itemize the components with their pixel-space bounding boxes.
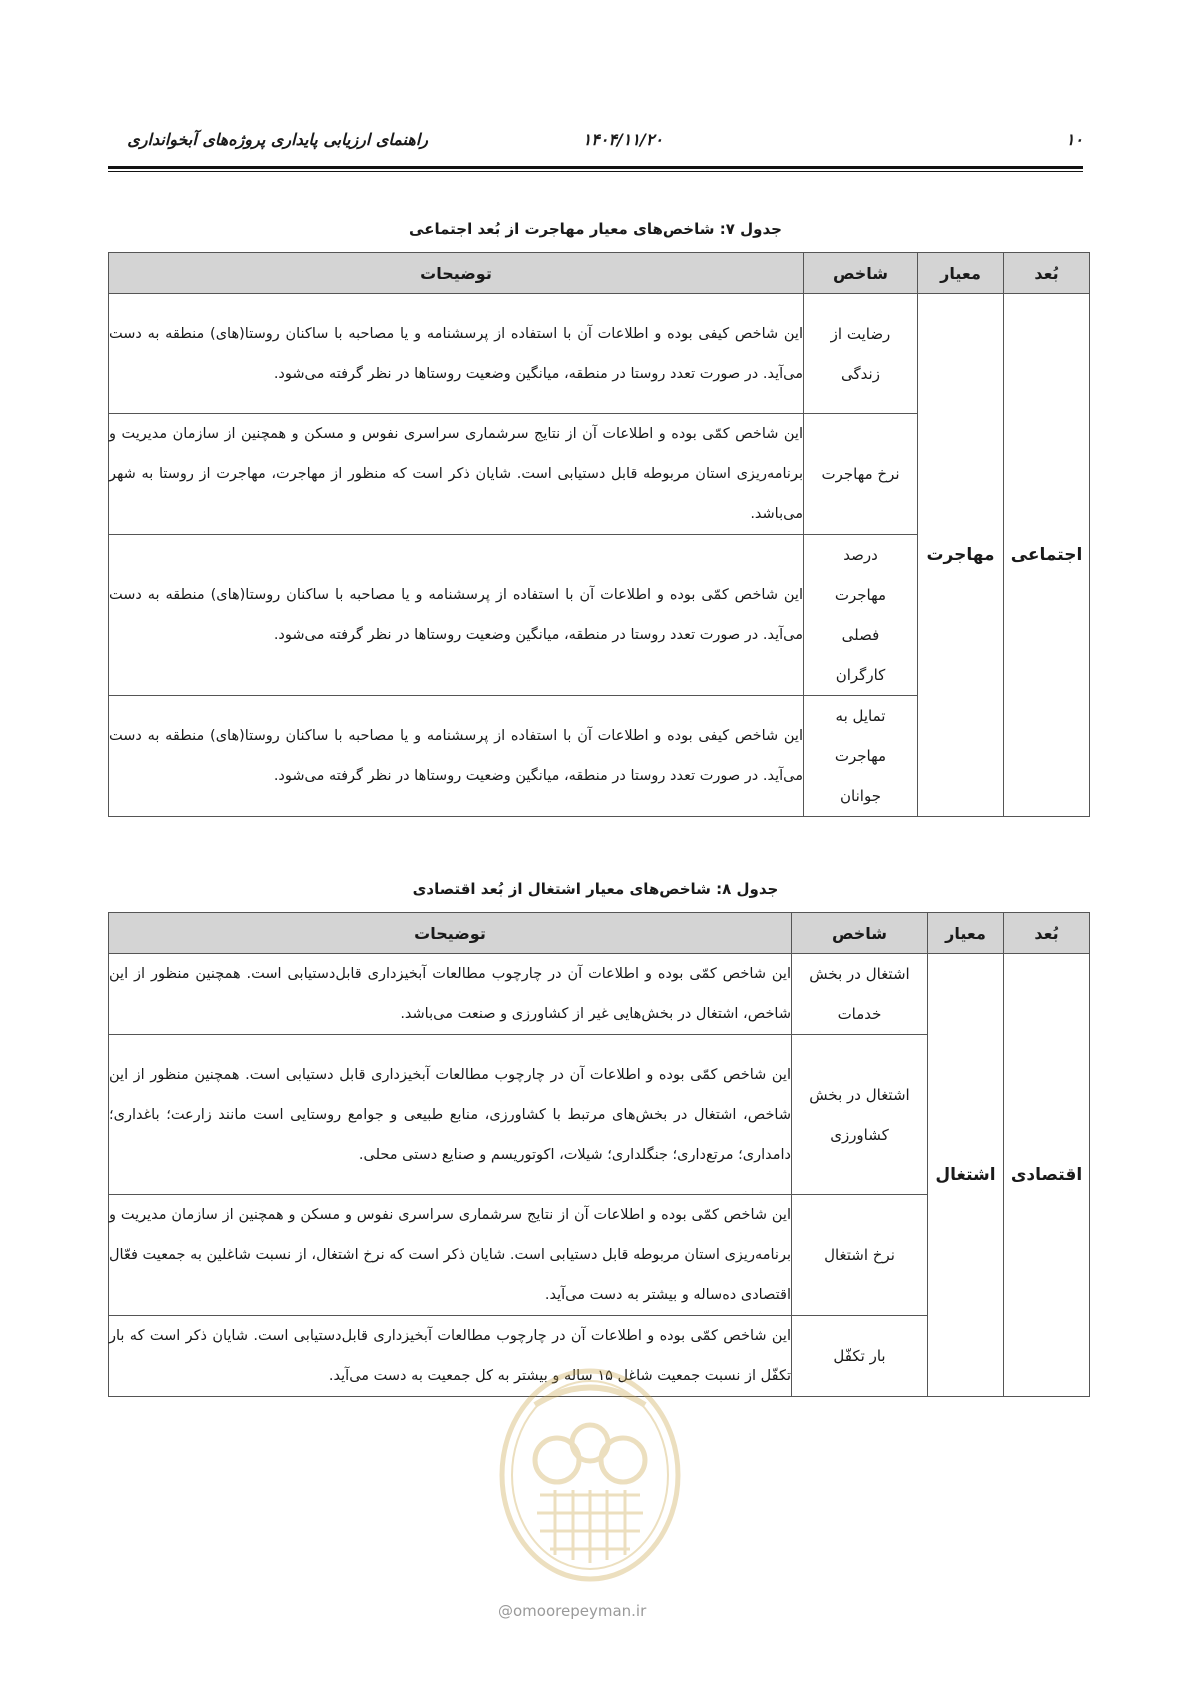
- indicator-cell: رضایت از زندگی: [804, 294, 918, 414]
- header-title: راهنمای ارزیابی پایداری پروژه‌های آبخوانداری: [127, 130, 428, 149]
- table-header-row: [109, 913, 1090, 954]
- table-header-row: [109, 253, 1090, 294]
- header-rule-thin: [108, 171, 1083, 172]
- description-cell: این شاخص کمّی بوده و اطلاعات آن از نتایج سرشماری سراسری نفوس و مسکن و همچنین از سازمان مدیریت و برنامه‌ریزی استان مربوطه قابل دستیابی است. شایان ذکر است که منظور از مهاجرت، مهاجرت از روستا به شهر می‌باشد.: [109, 414, 804, 535]
- indicator-cell: درصد مهاجرت فصلی کارگران: [804, 535, 918, 696]
- indicator-cell: نرخ اشتغال: [792, 1195, 928, 1316]
- description-cell: این شاخص کمّی بوده و اطلاعات آن در چارچوب مطالعات آبخیزداری قابل دستیابی است. همچنین منظور از این شاخص، اشتغال در بخش‌های مرتبط با کشاورزی، منابع طبیعی و جوامع روستایی است مانند زارعت؛ باغداری؛ دامداری؛ مرتع‌داری؛ جنگلداری؛ شیلات، اکوتوریسم و صنایع دستی محلی.: [109, 1035, 792, 1195]
- col-header-dimension: بُعد: [1004, 253, 1090, 294]
- table7-caption: جدول ۷: شاخص‌های معیار مهاجرت از بُعد اجتماعی: [409, 220, 782, 238]
- criterion-cell: اشتغال: [928, 954, 1004, 1397]
- watermark-site: @omoorepeyman.ir: [498, 1602, 647, 1620]
- description-cell: این شاخص کمّی بوده و اطلاعات آن در چارچوب مطالعات آبخیزداری قابل‌دستیابی است. همچنین منظور از این شاخص، اشتغال در بخش‌هایی غیر از کشاورزی و صنعت می‌باشد.: [109, 954, 792, 1035]
- watermark-logo: [495, 1365, 685, 1585]
- header-rule-thick: [108, 166, 1083, 169]
- dimension-cell: اجتماعی: [1004, 294, 1090, 817]
- criterion-cell: مهاجرت: [918, 294, 1004, 817]
- indicator-cell: اشتغال در بخش خدمات: [792, 954, 928, 1035]
- indicator-cell: بار تکفّل: [792, 1316, 928, 1397]
- indicator-cell: اشتغال در بخش کشاورزی: [792, 1035, 928, 1195]
- table-row: [109, 954, 1090, 1035]
- description-cell: این شاخص کمّی بوده و اطلاعات آن در چارچوب مطالعات آبخیزداری قابل‌دستیابی است. شایان ذکر است که بار تکفّل از نسبت جمعیت شاغل ۱۵ ساله و بیشتر به کل جمعیت به دست می‌آید.: [109, 1316, 792, 1397]
- indicator-cell: نرخ مهاجرت: [804, 414, 918, 535]
- description-cell: این شاخص کمّی بوده و اطلاعات آن با استفاده از پرسشنامه و یا مصاحبه با ساکنان روستا(های) منطقه به دست می‌آید. در صورت تعدد روستا در منطقه، میانگین وضعیت روستاها در نظر گرفته می‌شود.: [109, 535, 804, 696]
- col-header-criterion: معیار: [928, 913, 1004, 954]
- col-header-indicator: شاخص: [792, 913, 928, 954]
- description-cell: این شاخص کیفی بوده و اطلاعات آن با استفاده از پرسشنامه و یا مصاحبه با ساکنان روستا(های) منطقه به دست می‌آید. در صورت تعدد روستا در منطقه، میانگین وضعیت روستاها در نظر گرفته می‌شود.: [109, 294, 804, 414]
- table-row: [109, 294, 1090, 414]
- table8: [108, 912, 1090, 1397]
- page-header: [108, 126, 1083, 166]
- indicator-cell: تمایل به مهاجرت جوانان: [804, 696, 918, 817]
- col-header-criterion: معیار: [918, 253, 1004, 294]
- page-number: ۱۰: [1065, 130, 1083, 149]
- table7: [108, 252, 1090, 817]
- col-header-indicator: شاخص: [804, 253, 918, 294]
- dimension-cell: اقتصادی: [1004, 954, 1090, 1397]
- table8-caption: جدول ۸: شاخص‌های معیار اشتغال از بُعد اقتصادی: [412, 880, 779, 898]
- description-cell: این شاخص کمّی بوده و اطلاعات آن از نتایج سرشماری سراسری نفوس و مسکن و همچنین از سازمان مدیریت و برنامه‌ریزی استان مربوطه قابل دستیابی است. شایان ذکر است که نرخ اشتغال، از نسبت شاغلین به جمعیت فعّال اقتصادی ده‌ساله و بیشتر به دست می‌آید.: [109, 1195, 792, 1316]
- description-cell: این شاخص کیفی بوده و اطلاعات آن با استفاده از پرسشنامه و یا مصاحبه با ساکنان روستا(های) منطقه به دست می‌آید. در صورت تعدد روستا در منطقه، میانگین وضعیت روستاها در نظر گرفته می‌شود.: [109, 696, 804, 817]
- col-header-dimension: بُعد: [1004, 913, 1090, 954]
- col-header-description: توضیحات: [109, 253, 804, 294]
- header-date: ۱۴۰۴/۱۱/۲۰: [582, 130, 663, 149]
- col-header-description: توضیحات: [109, 913, 792, 954]
